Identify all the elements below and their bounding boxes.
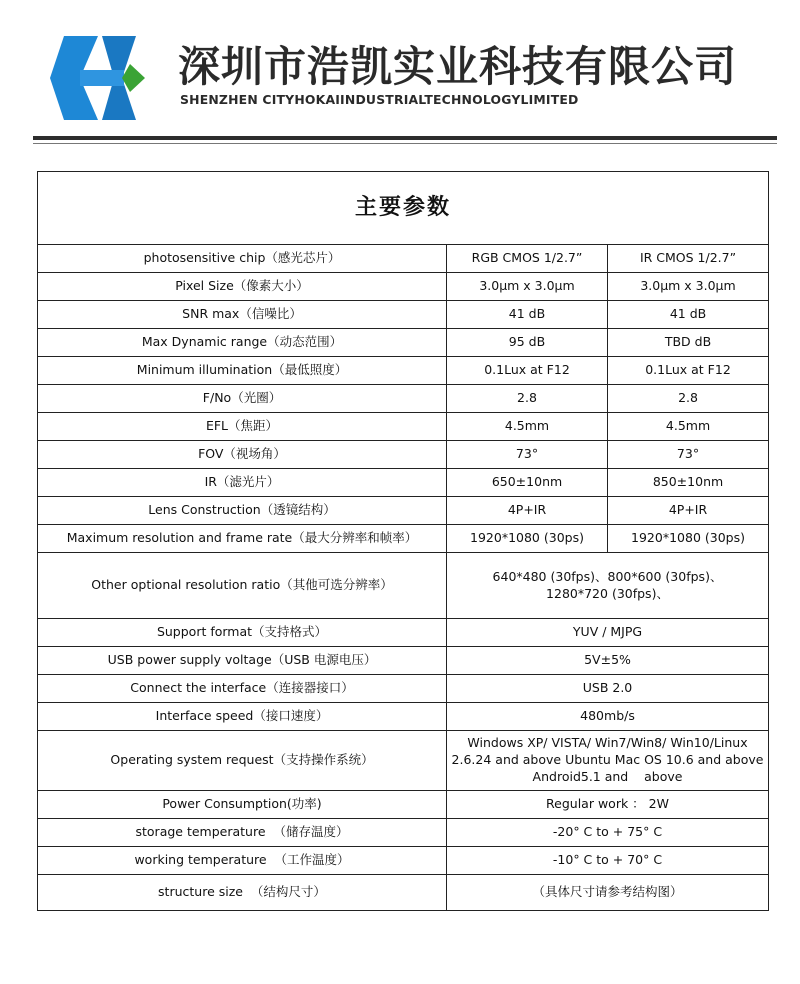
spec-label: Support format（支持格式） (38, 619, 447, 647)
spec-value-line: Android5.1 and above (532, 768, 683, 784)
table-row (38, 847, 769, 875)
spec-value-rgb: 1920*1080 (30ps) (447, 525, 608, 553)
spec-value-rgb: 650±10nm (447, 469, 608, 497)
spec-value-ir: 850±10nm (608, 469, 769, 497)
table-title: 主要参数 (38, 172, 769, 245)
spec-value-ir: 4P+IR (608, 497, 769, 525)
spec-value: -20° C to + 75° C (447, 819, 769, 847)
spec-value: （具体尺寸请参考结构图） (447, 875, 769, 911)
spec-value-ir: 0.1Lux at F12 (608, 357, 769, 385)
spec-value-ir: 41 dB (608, 301, 769, 329)
spec-value-line: 640*480 (30fps)、800*600 (30fps)、 (492, 568, 723, 584)
spec-value: Regular work ： 2W (447, 791, 769, 819)
table-row (38, 731, 769, 791)
table-title-row (38, 172, 769, 245)
spec-value-ir: IR CMOS 1/2.7” (608, 245, 769, 273)
company-name-en: SHENZHEN CITYHOKAIINDUSTRIALTECHNOLOGYLIMITED (180, 92, 579, 107)
table-row (38, 329, 769, 357)
table-row (38, 469, 769, 497)
spec-value-ir: TBD dB (608, 329, 769, 357)
spec-value-rgb: 41 dB (447, 301, 608, 329)
table-row (38, 647, 769, 675)
company-name-cn: 深圳市浩凯实业科技有限公司 (178, 42, 738, 91)
spec-value-line: 2.6.24 and above Ubuntu Mac OS 10.6 and above (451, 752, 764, 768)
table-row (38, 525, 769, 553)
spec-value-rgb: 4.5mm (447, 413, 608, 441)
document-header (0, 0, 800, 150)
spec-value (447, 731, 769, 791)
spec-value: 480mb/s (447, 703, 769, 731)
spec-value-ir: 2.8 (608, 385, 769, 413)
spec-label: working temperature （工作温度） (38, 847, 447, 875)
spec-label: Max Dynamic range（动态范围） (38, 329, 447, 357)
table-row (38, 273, 769, 301)
table-row (38, 703, 769, 731)
spec-label: photosensitive chip（感光芯片） (38, 245, 447, 273)
table-row (38, 497, 769, 525)
spec-value-rgb: 2.8 (447, 385, 608, 413)
table-row (38, 875, 769, 911)
spec-value-line: 1280*720 (30fps)、 (546, 585, 669, 601)
spec-label: structure size （结构尺寸） (38, 875, 447, 911)
spec-value-rgb: RGB CMOS 1/2.7” (447, 245, 608, 273)
table-row (38, 245, 769, 273)
spec-value-ir: 4.5mm (608, 413, 769, 441)
table-row (38, 791, 769, 819)
spec-label: Other optional resolution ratio（其他可选分辨率） (38, 553, 447, 619)
spec-label: Minimum illumination（最低照度） (38, 357, 447, 385)
spec-value-rgb: 0.1Lux at F12 (447, 357, 608, 385)
spec-value-rgb: 4P+IR (447, 497, 608, 525)
table-row (38, 553, 769, 619)
spec-value-rgb: 95 dB (447, 329, 608, 357)
spec-label: Lens Construction（透镜结构） (38, 497, 447, 525)
table-row (38, 441, 769, 469)
spec-label: USB power supply voltage（USB 电源电压） (38, 647, 447, 675)
spec-label: Maximum resolution and frame rate（最大分辨率和帧率） (38, 525, 447, 553)
table-row (38, 619, 769, 647)
table-row (38, 819, 769, 847)
spec-value: 5V±5% (447, 647, 769, 675)
spec-value: YUV / MJPG (447, 619, 769, 647)
spec-label: SNR max（信噪比） (38, 301, 447, 329)
spec-label: IR（滤光片） (38, 469, 447, 497)
spec-value-ir: 3.0μm x 3.0μm (608, 273, 769, 301)
table-row (38, 301, 769, 329)
spec-value: -10° C to + 70° C (447, 847, 769, 875)
spec-value: USB 2.0 (447, 675, 769, 703)
spec-label: Interface speed（接口速度） (38, 703, 447, 731)
header-divider-thin (33, 143, 777, 144)
spec-label: FOV（视场角） (38, 441, 447, 469)
spec-label: Operating system request（支持操作系统） (38, 731, 447, 791)
spec-label: storage temperature （储存温度） (38, 819, 447, 847)
spec-value (447, 553, 769, 619)
hokai-logo-icon (50, 36, 158, 120)
spec-label: Pixel Size（像素大小） (38, 273, 447, 301)
spec-value-ir: 1920*1080 (30ps) (608, 525, 769, 553)
table-row (38, 413, 769, 441)
spec-label: Connect the interface（连接器接口） (38, 675, 447, 703)
spec-value-line: Windows XP/ VISTA/ Win7/Win8/ Win10/Linux (467, 735, 748, 751)
spec-value-rgb: 3.0μm x 3.0μm (447, 273, 608, 301)
spec-label: Power Consumption(功率) (38, 791, 447, 819)
table-row (38, 357, 769, 385)
header-divider-thick (33, 136, 777, 140)
table-row (38, 385, 769, 413)
table-row (38, 675, 769, 703)
spec-value-rgb: 73° (447, 441, 608, 469)
spec-label: EFL（焦距） (38, 413, 447, 441)
spec-value-ir: 73° (608, 441, 769, 469)
spec-table (37, 171, 769, 911)
spec-label: F/No（光圈） (38, 385, 447, 413)
